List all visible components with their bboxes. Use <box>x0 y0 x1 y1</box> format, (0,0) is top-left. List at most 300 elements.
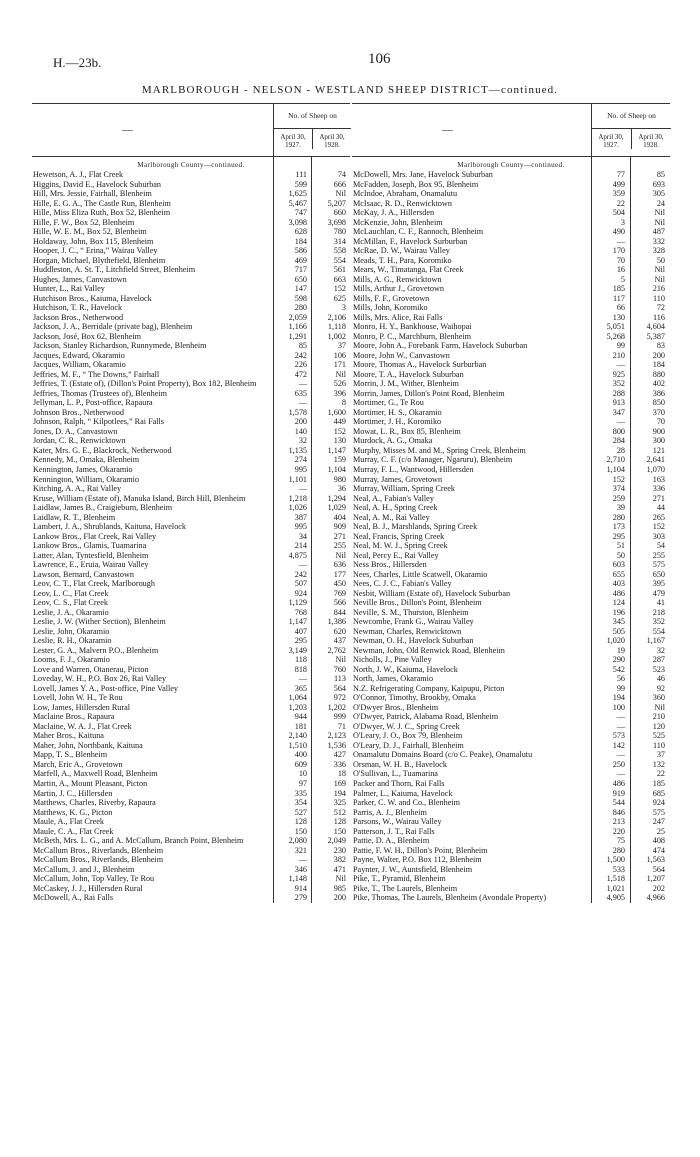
owner-name: Newman, Charles, Renwicktown <box>353 626 462 636</box>
sheep-1928: 92 <box>656 683 665 693</box>
owner-name: Pike, Thomas, The Laurels, Blenheim (Avondale Property) <box>353 893 547 903</box>
sheep-1927: 4,875 <box>288 550 307 560</box>
owner-name: Kennedy, M., Omaka, Blenheim <box>33 455 140 465</box>
owner-name: McDowell, Mrs. Jane, Havelock Suburban <box>353 170 493 179</box>
owner-name: Mills, A. G., Renwicktown <box>353 274 442 284</box>
table-row <box>352 351 670 361</box>
sheep-1927: 846 <box>612 807 625 817</box>
sheep-1928: 1,147 <box>327 445 346 455</box>
table-row <box>352 379 670 389</box>
sheep-1927: 19 <box>616 645 625 655</box>
sheep-1928: 22 <box>656 769 665 779</box>
owner-name: Hooper, J. C., “ Erina,” Wairau Valley <box>33 246 158 256</box>
group-caption: No. of Sheep on <box>607 111 656 120</box>
sheep-1928: 564 <box>333 683 346 693</box>
owner-name: O'Sullivan, L., Tuamarina <box>353 769 438 779</box>
table-row <box>352 455 670 465</box>
sheep-1927: 768 <box>294 607 307 617</box>
owner-name: Neal, B. J., Marshlands, Spring Creek <box>353 522 478 532</box>
sheep-1927: 486 <box>612 588 625 598</box>
table-row <box>352 827 670 837</box>
col-1928-header: April 30, 1928. <box>312 129 351 149</box>
sheep-1927: 34 <box>298 531 307 541</box>
sheep-1928: 328 <box>652 246 665 256</box>
section-heading: Marlborough County—continued. <box>457 161 565 169</box>
sheep-1928: 625 <box>333 293 346 303</box>
owner-name: Mapp, T. S., Blenheim <box>33 750 108 760</box>
sheep-1927: 1,147 <box>288 617 307 627</box>
sheep-1927: 130 <box>612 312 625 322</box>
sheep-1928: 660 <box>333 208 346 218</box>
sheep-1928: 185 <box>652 779 665 788</box>
owner-name: Nicholls, J., Pine Valley <box>353 655 432 665</box>
sheep-1928: 449 <box>333 417 346 427</box>
sheep-1928: 336 <box>333 759 346 769</box>
owner-name: McKenzie, John, Blenheim <box>353 217 443 227</box>
table-row <box>32 884 350 894</box>
sheep-1928: 265 <box>652 512 665 522</box>
sheep-1927: 490 <box>612 227 625 237</box>
owner-name: McKay, J. A., Hillersden <box>353 208 435 218</box>
table-row <box>32 503 350 513</box>
table-row <box>32 332 350 342</box>
sheep-1927: 1,500 <box>606 855 625 865</box>
col-1928-header: April 30, 1928. <box>631 129 670 149</box>
table-row <box>32 513 350 523</box>
sheep-1928: 666 <box>333 179 346 189</box>
owner-name: Matthews, Charles, Riverby, Rapaura <box>33 798 156 808</box>
table-row <box>352 503 670 513</box>
owner-name: Lovell, John W. H., Te Rou <box>33 693 123 703</box>
table-row <box>352 294 670 304</box>
sheep-1928: 5,207 <box>327 198 346 208</box>
sheep-1928: 314 <box>333 236 346 246</box>
sheep-1927: 184 <box>294 236 307 246</box>
table-row <box>352 551 670 561</box>
sheep-1928: 1,202 <box>327 702 346 712</box>
sheep-1927: 185 <box>612 284 625 294</box>
sheep-1927: 1,064 <box>288 693 307 703</box>
table-row <box>352 865 670 875</box>
table-row <box>352 513 670 523</box>
table-row <box>352 417 670 427</box>
owner-name: McLauchlan, C. F., Rannoch, Blenheim <box>353 227 484 237</box>
sheep-1927: 1,104 <box>606 464 625 474</box>
right-table-header <box>352 104 670 157</box>
owner-name: Mortimer, J. H., Koromiko <box>353 417 442 427</box>
owner-name: McIsaac, R. D., Renwicktown <box>353 198 452 208</box>
sheep-1927: 374 <box>612 484 625 494</box>
table-row <box>32 313 350 323</box>
owner-name: Jeffries, Thomas (Trustees of), Blenheim <box>33 388 168 398</box>
sheep-1928: 1,600 <box>327 407 346 417</box>
owner-name: Kater, Mrs. G. E., Blackrock, Netherwood <box>33 445 172 455</box>
sheep-1927: 387 <box>294 512 307 522</box>
owner-name: Palmer, L., Kaiuma, Havelock <box>353 788 453 798</box>
table-row <box>32 874 350 884</box>
sheep-1928: 113 <box>334 674 346 684</box>
sheep-1928: Nil <box>335 369 346 379</box>
owner-name: Mortimer, H. S., Okaramio <box>353 407 442 417</box>
sheep-1927: 242 <box>294 569 307 579</box>
left-table-body <box>32 157 350 903</box>
sheep-1928: 4,604 <box>646 322 665 332</box>
table-row <box>352 541 670 551</box>
owner-name: Jacques, Edward, Okaramio <box>33 350 125 360</box>
table-row <box>352 208 670 218</box>
table-row <box>352 598 670 608</box>
owner-name: Neal, A. H., Spring Creek <box>353 503 438 513</box>
table-row <box>352 750 670 760</box>
owner-name: Neal, Percy E., Rai Valley <box>353 550 439 560</box>
sheep-1927: 347 <box>612 407 625 417</box>
owner-name: Maule, A., Flat Creek <box>33 817 104 827</box>
table-row <box>352 303 670 313</box>
sheep-1928: Nil <box>654 274 665 284</box>
sheep-1927: 913 <box>612 398 625 408</box>
sheep-1927: 1,518 <box>606 874 625 884</box>
sheep-1927: 527 <box>294 807 307 817</box>
table-row <box>32 684 350 694</box>
sheep-1927: 650 <box>294 274 307 284</box>
sheep-1928: 2,762 <box>327 645 346 655</box>
sheep-1928: 325 <box>333 798 346 808</box>
sheep-1928: 386 <box>652 388 665 398</box>
owner-name: Mortimer, G., Te Rou <box>353 398 424 408</box>
sheep-1928: 106 <box>333 350 346 360</box>
owner-name: Parsons, W., Wairau Valley <box>353 817 442 827</box>
table-row <box>352 246 670 256</box>
table-row <box>32 731 350 741</box>
owner-name: Pike, T., The Laurels, Blenheim <box>353 883 458 893</box>
owner-name: Jackson, J. A., Berridale (private bag), Blenheim <box>33 322 193 332</box>
table-row <box>352 313 670 323</box>
sheep-1928: 255 <box>652 550 665 560</box>
sheep-1928: 487 <box>652 227 665 237</box>
sheep-1928: 3,698 <box>327 217 346 227</box>
table-row <box>32 808 350 818</box>
table-row <box>352 893 670 903</box>
table-row <box>32 789 350 799</box>
sheep-1927: 1,578 <box>288 407 307 417</box>
owner-name: Neal, Francis, Spring Creek <box>353 531 445 541</box>
table-row <box>352 332 670 342</box>
owner-name: Leslie, R. H., Okaramio <box>33 636 112 646</box>
owner-name: Pike, T., Pyramid, Blenheim <box>353 874 446 884</box>
table-row <box>32 846 350 856</box>
owner-name: Pattie, D. A., Blenheim <box>353 836 430 846</box>
sheep-1928: 70 <box>656 417 665 427</box>
table-row <box>352 769 670 779</box>
sheep-1927: 99 <box>616 341 625 351</box>
table-row <box>32 398 350 408</box>
sheep-1927: 173 <box>612 522 625 532</box>
owner-name: Jellyman, L. P., Post-office, Rapaura <box>33 398 153 408</box>
page-title: MARLBOROUGH - NELSON - WESTLAND SHEEP DISTRICT—continued. <box>141 84 559 96</box>
table-row <box>32 608 350 618</box>
owner-name: Lovell, James Y. A., Post-office, Pine Valley <box>33 683 179 693</box>
table-row <box>32 341 350 351</box>
owner-name: Hille, F. W., Box 52, Blenheim <box>33 217 135 227</box>
sheep-1928: 909 <box>333 522 346 532</box>
sheep-1927: 3,149 <box>288 645 307 655</box>
table-row <box>352 180 670 190</box>
owner-name: Mills, Arthur J., Grovetown <box>353 284 444 294</box>
sheep-1927: 226 <box>294 360 307 370</box>
sheep-1927: 147 <box>294 284 307 294</box>
sheep-1927: — <box>616 236 625 246</box>
sheep-1927: 32 <box>298 436 307 446</box>
col-1927-header: April 30, 1927. <box>280 133 306 149</box>
table-row <box>32 455 350 465</box>
sheep-1928: 1,167 <box>646 636 665 646</box>
owner-name: Murray, F. L., Wantwood, Hillersden <box>353 464 474 474</box>
sheep-1927: 22 <box>616 198 625 208</box>
sheep-1927: 66 <box>616 303 625 313</box>
sheep-1928: 120 <box>652 721 665 731</box>
table-row <box>352 570 670 580</box>
left-table <box>32 103 350 903</box>
sheep-1927: 504 <box>612 208 625 218</box>
sheep-1928: 128 <box>333 817 346 827</box>
table-row <box>32 417 350 427</box>
table-row <box>352 475 670 485</box>
owner-name: N.Z. Refrigerating Company, Kaipupu, Picton <box>353 683 505 693</box>
sheep-1927: 274 <box>294 455 307 465</box>
sheep-1927: 75 <box>616 836 625 846</box>
owner-name: North, James, Okaramio <box>353 674 434 684</box>
sheep-1928: 110 <box>653 293 665 303</box>
sheep-1927: 170 <box>612 246 625 256</box>
owner-name: Johnson Bros., Netherwood <box>33 407 124 417</box>
table-row <box>32 522 350 532</box>
table-row <box>352 693 670 703</box>
table-row <box>352 484 670 494</box>
sheep-1928: 3 <box>341 303 346 313</box>
table-row <box>352 532 670 542</box>
table-row <box>32 265 350 275</box>
sheep-1927: 407 <box>294 626 307 636</box>
table-row <box>352 817 670 827</box>
table-row <box>352 836 670 846</box>
col-1927-header: April 30, 1927. <box>598 133 624 149</box>
sheep-1928: 2,049 <box>327 836 346 846</box>
owner-name: Maher Bros., Kaituna <box>33 731 104 741</box>
owner-name: Moore, John A., Forebank Farm, Havelock Suburban <box>353 341 528 351</box>
owner-name: Moore, Thomas A., Havelock Surburban <box>353 360 487 370</box>
sheep-1928: 110 <box>653 740 665 750</box>
sheep-1928: 564 <box>652 864 665 874</box>
table-row <box>352 808 670 818</box>
table-row <box>32 436 350 446</box>
sheep-1927: 924 <box>294 588 307 598</box>
owner-name: Kitching, A. A., Rai Valley <box>33 484 122 494</box>
sheep-1927: 213 <box>612 817 625 827</box>
owner-name: Maclaine, W. A. J., Flat Creek <box>33 721 132 731</box>
owner-name: O'Dwyer Bros., Blenheim <box>353 702 439 712</box>
sheep-1928: 575 <box>652 560 665 570</box>
sheep-1928: 650 <box>652 569 665 579</box>
owner-name: Pattie, F. W. H., Dillon's Point, Blenheim <box>353 845 488 855</box>
sheep-1927: 403 <box>612 579 625 589</box>
sheep-1927: 124 <box>612 598 625 608</box>
sheep-1927: — <box>616 769 625 779</box>
table-row <box>352 446 670 456</box>
owner-name: Lankow Bros., Flat Creek, Rai Valley <box>33 531 157 541</box>
table-row <box>32 855 350 865</box>
owner-name: Moore, John W., Canvastown <box>353 350 450 360</box>
sheep-1927: 818 <box>294 664 307 674</box>
table-row <box>352 389 670 399</box>
group-caption: No. of Sheep on <box>288 111 337 120</box>
sheep-1927: 365 <box>294 683 307 693</box>
owner-name: Murray, C. F. (c/o Manager, Ngaruru), Blenheim <box>353 455 513 465</box>
sheep-1927: 346 <box>294 864 307 874</box>
sheep-1928: 36 <box>337 484 346 494</box>
sheep-1927: 5 <box>620 274 625 284</box>
sheep-1927: 1,020 <box>606 636 625 646</box>
sheep-1927: 220 <box>612 826 625 836</box>
sheep-1927: 99 <box>616 683 625 693</box>
sheep-1928: 121 <box>652 445 665 455</box>
table-row <box>32 703 350 713</box>
owner-name: Kennington, James, Okaramio <box>33 464 133 474</box>
sheep-1927: 2,059 <box>288 312 307 322</box>
owner-name: Huddleston, A. St. T., Litchfield Street, Blenheim <box>33 265 196 275</box>
sheep-1927: 194 <box>612 693 625 703</box>
table-row <box>32 646 350 656</box>
table-row <box>32 693 350 703</box>
table-row <box>352 256 670 266</box>
table-row <box>32 275 350 285</box>
owner-name: Leov, L. C., Flat Creek <box>33 588 109 598</box>
owner-name: McCallum, John, Top Valley, Te Rou <box>33 874 155 884</box>
sheep-1927: 128 <box>294 817 307 827</box>
owner-name: Jones, D. A., Canvastown <box>33 426 118 436</box>
owner-name: Martin, A., Mount Pleasant, Picton <box>33 779 148 788</box>
sheep-1928: 1,118 <box>327 322 346 332</box>
owner-name: Leov, C. T., Flat Creek, Marlborough <box>33 579 155 589</box>
table-row <box>32 655 350 665</box>
table-row <box>352 617 670 627</box>
sheep-1927: 1,166 <box>288 322 307 332</box>
sheep-1927: 118 <box>295 655 307 665</box>
sheep-1927: — <box>616 360 625 370</box>
table-row <box>32 674 350 684</box>
sheep-1927: 56 <box>616 674 625 684</box>
table-row <box>32 551 350 561</box>
table-row <box>352 741 670 751</box>
owner-name: McIndoe, Abraham, Onamalutu <box>353 189 458 199</box>
sheep-1928: 404 <box>333 512 346 522</box>
owner-name: Mears, W., Timatanga, Flat Creek <box>353 265 464 275</box>
owner-name: Jacques, William, Okaramio <box>33 360 126 370</box>
table-row <box>32 446 350 456</box>
owner-name: Jordan, C. R., Renwicktown <box>33 436 126 446</box>
table-row <box>352 218 670 228</box>
table-row <box>352 284 670 294</box>
owner-name: Love and Warren, Otanerau, Picton <box>33 664 149 674</box>
table-row <box>352 703 670 713</box>
sheep-1927: 142 <box>612 740 625 750</box>
owner-name: Meads, T. H., Para, Koromiko <box>353 255 452 265</box>
table-row <box>32 218 350 228</box>
table-row <box>32 598 350 608</box>
sheep-1927: 635 <box>294 388 307 398</box>
owner-name: Morrin, J. M., Wither, Blenheim <box>353 379 459 389</box>
owner-name: Neville Bros., Dillon's Point, Blenheim <box>353 598 482 608</box>
sheep-1927: 242 <box>294 350 307 360</box>
sheep-1927: 210 <box>612 350 625 360</box>
owner-name: Parris, A. J., Blenheim <box>353 807 427 817</box>
sheep-1927: 10 <box>298 769 307 779</box>
table-row <box>32 180 350 190</box>
sheep-1927: — <box>616 712 625 722</box>
sheep-1928: 255 <box>333 541 346 551</box>
sheep-1928: 24 <box>656 198 665 208</box>
table-row <box>352 846 670 856</box>
sheep-1928: 116 <box>653 312 665 322</box>
sheep-1927: 505 <box>612 626 625 636</box>
table-row <box>352 265 670 275</box>
left-table-header <box>32 104 350 157</box>
sheep-1928: Nil <box>335 874 346 884</box>
table-row <box>32 351 350 361</box>
owner-name: Hutchison Bros., Kaiuma, Havelock <box>33 293 152 303</box>
owner-name: Neal, M. W. J., Spring Creek <box>353 541 448 551</box>
sheep-1927: — <box>616 721 625 731</box>
table-row <box>32 760 350 770</box>
table-row <box>32 284 350 294</box>
table-row <box>352 494 670 504</box>
table-row <box>352 731 670 741</box>
table-row <box>352 322 670 332</box>
sheep-1927: 1,218 <box>288 493 307 503</box>
table-row <box>352 874 670 884</box>
table-row <box>32 227 350 237</box>
table-row <box>32 475 350 485</box>
table-row <box>32 665 350 675</box>
sheep-1927: 295 <box>612 531 625 541</box>
owner-name: Holdaway, John, Box 115, Blenheim <box>33 236 154 246</box>
sheep-1927: 280 <box>612 845 625 855</box>
table-row <box>32 865 350 875</box>
sheep-1928: 169 <box>333 779 346 788</box>
sheep-1927: 295 <box>294 636 307 646</box>
owner-name: Leslie, John, Okaramio <box>33 626 110 636</box>
sheep-1928: 177 <box>333 569 346 579</box>
owner-name: Orsman, W. H. B., Havelock <box>353 759 447 769</box>
table-row <box>352 579 670 589</box>
owner-name: Hille, E. G. A., The Castle Run, Blenheim <box>33 198 171 208</box>
owner-name: Packer and Thorn, Rai Falls <box>353 779 445 788</box>
sheep-1928: 150 <box>333 826 346 836</box>
right-table <box>352 103 670 903</box>
sheep-1928: 159 <box>333 455 346 465</box>
right-table-body <box>352 157 670 903</box>
owner-name: Mills, F. F., Grovetown <box>353 293 430 303</box>
owner-name: McRae, D. W., Wairau Valley <box>353 246 450 256</box>
sheep-1927: — <box>298 560 307 570</box>
sheep-1927: — <box>298 855 307 865</box>
table-row <box>32 627 350 637</box>
sheep-1928: 132 <box>652 759 665 769</box>
table-row <box>32 246 350 256</box>
table-row <box>32 427 350 437</box>
sheep-1927: 599 <box>294 179 307 189</box>
sheep-1928: 216 <box>652 284 665 294</box>
owner-name: Jeffries, T. (Estate of), (Dillon's Point Property), Box 182, Blenheim <box>33 379 257 389</box>
